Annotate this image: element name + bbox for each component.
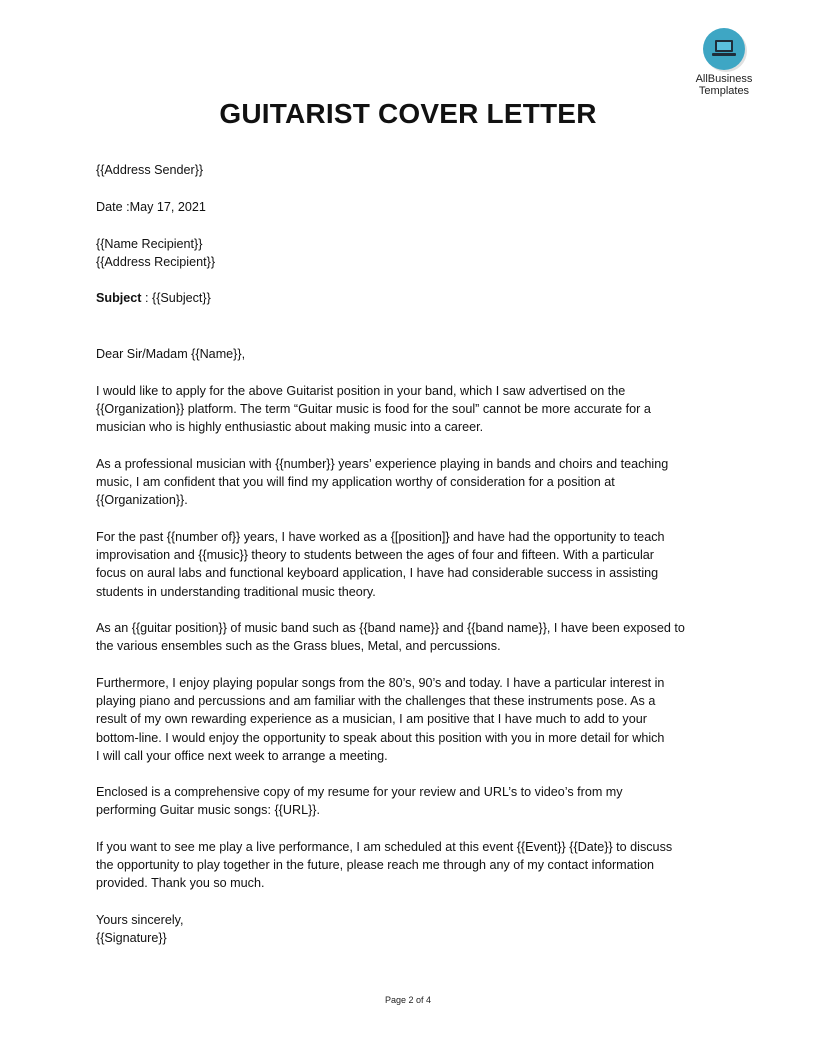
signature: {{Signature}} <box>96 931 167 945</box>
letter-date: Date :May 17, 2021 <box>96 200 206 214</box>
logo-line-1: AllBusiness <box>695 73 753 85</box>
laptop-icon <box>703 28 745 70</box>
text-line: For the past {{number of}} years, I have worked as a {[position]} and have had the opportunity to teach <box>96 530 665 544</box>
text-line: {{Organization}} platform. The term “Guitar music is food for the soul” cannot be more accurate for a <box>96 402 651 417</box>
text-line: focus on aural labs and functional keyboard application, I have had considerable success in assisting <box>96 566 659 581</box>
text-line: the opportunity to play together in the future, please reach me through any of my contact information <box>96 858 654 873</box>
closing: Yours sincerely, <box>96 913 184 927</box>
text-line: result of my own rewarding experience as a musician, I am positive that I have much to add to your <box>96 712 647 727</box>
text-line: playing piano and percussions and am familiar with the challenges that these instruments pose. As a <box>96 694 656 709</box>
subject-line <box>96 289 726 307</box>
logo-text <box>682 73 766 97</box>
text-line: As a professional musician with {{number}} years’ experience playing in bands and choirs and teaching <box>96 457 669 471</box>
name-recipient: {{Name Recipient}} <box>96 237 203 251</box>
text-line: bottom-line. I would enjoy the opportunity to speak about this position with you in more detail for which <box>96 730 665 745</box>
text-line: music, I am confident that you will find my application worthy of consideration for a position at <box>96 475 615 490</box>
text-line: provided. Thank you so much. <box>96 876 265 891</box>
text-line: I would like to apply for the above Guitarist position in your band, which I saw advertised on the <box>96 384 626 398</box>
text-line: Furthermore, I enjoy playing popular songs from the 80’s, 90’s and today. I have a particular interest in <box>96 676 665 690</box>
paragraph-6 <box>96 783 726 819</box>
text-line: Enclosed is a comprehensive copy of my resume for your review and URL’s to video’s from my <box>96 785 623 799</box>
paragraph-4 <box>96 619 726 655</box>
address-sender: {{Address Sender}} <box>96 163 204 177</box>
address-recipient: {{Address Recipient}} <box>96 255 216 269</box>
paragraph-1 <box>96 382 726 437</box>
paragraph-7 <box>96 838 726 893</box>
brand-logo <box>682 28 766 97</box>
salutation: Dear Sir/Madam {{Name}}, <box>96 347 246 361</box>
text-line: musician who is highly enthusiastic about making music into a career. <box>96 420 484 435</box>
paragraph-2 <box>96 455 726 510</box>
text-line: I will call your office next week to arrange a meeting. <box>96 748 388 763</box>
text-line: {{Organization}}. <box>96 493 188 508</box>
page-title: GUITARIST COVER LETTER <box>219 98 597 129</box>
logo-line-2: Templates <box>698 85 750 97</box>
text-line: students in understanding traditional music theory. <box>96 584 376 599</box>
subject-value: : {{Subject}} <box>141 291 211 305</box>
paragraph-3 <box>96 528 726 601</box>
subject-label: Subject <box>96 291 142 305</box>
text-line: performing Guitar music songs: {{URL}}. <box>96 803 320 818</box>
text-line: As an {{guitar position}} of music band such as {{band name}} and {{band name}}, I have been exposed to <box>96 621 685 635</box>
text-line: improvisation and {{music}} theory to students between the ages of four and fifteen. With a particular <box>96 548 654 563</box>
page-number: Page 2 of 4 <box>384 995 432 1005</box>
text-line: If you want to see me play a live performance, I am scheduled at this event {{Event}} {{Date}} to discuss <box>96 840 673 854</box>
paragraph-5 <box>96 674 726 765</box>
text-line: the various ensembles such as the Grass blues, Metal, and percussions. <box>96 639 501 654</box>
